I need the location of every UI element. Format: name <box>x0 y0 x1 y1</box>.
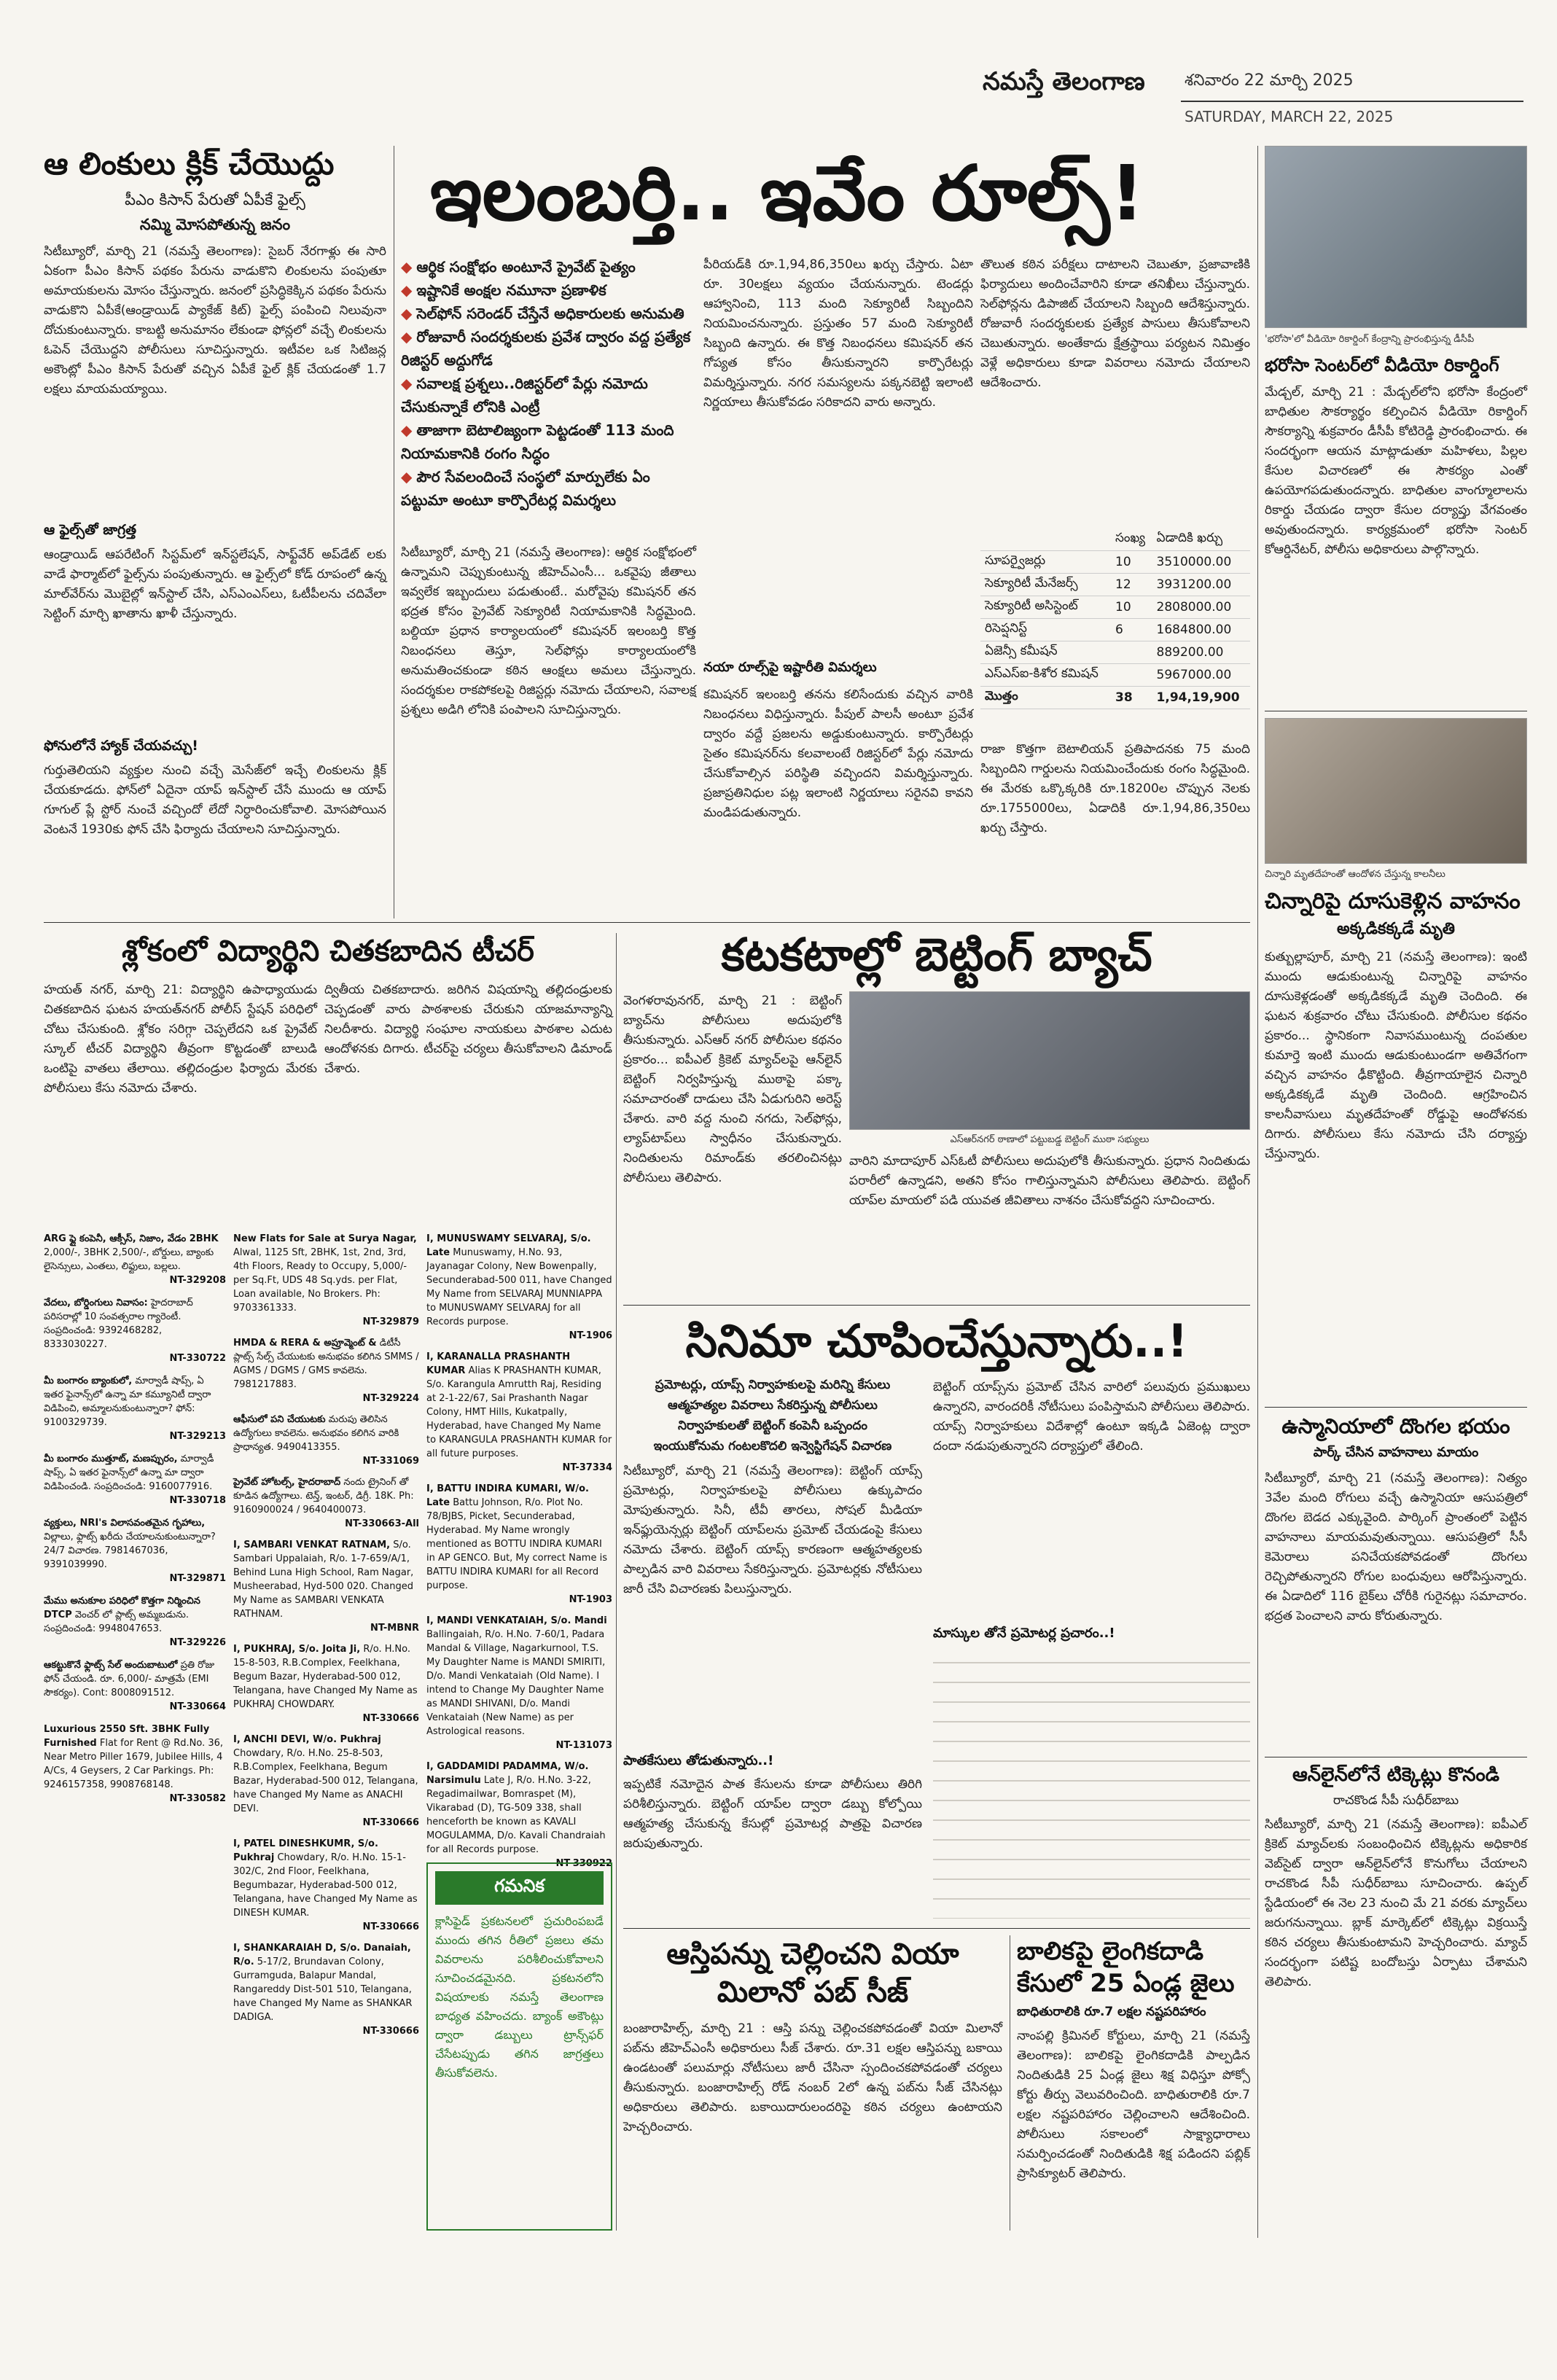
lead-headline: ఇలంబర్తి.. ఇవేం రూల్స్! <box>429 149 1144 238</box>
cost-table-note: రాజా కొత్తగా బెటాలియన్ ప్రతిపాదనకు 75 మంది సిబ్బందిని గార్డులను నియమించేందుకు రంగం సిద్ధమైంది. ఈ మేరకు ఒక్కొక్కరికి రూ.18200ల చొప్పున నెలకు రూ.1755000లు, ఏడాదికి రూ.1,94,86,350లు ఖర్చు చేస్తారు. <box>980 742 1250 835</box>
classified-ad: I, PATEL DINESHKUMR, S/o. Pukhraj Chowdary, R/o. H.No. 15-1-302/C, 2nd Floor, Feelkhana, Begumbazar, Hyderabad-500 012, Telangana, have Changed My Name as DINESH KUMAR. NT-330666 <box>233 1838 419 1932</box>
theft-subhead: పార్క్ చేసిన వాహనాలు మాయం <box>1313 1445 1479 1460</box>
bharosa-photo-caption: 'భరోసా'లో వీడియో రికార్డింగ్ కేంద్రాన్ని ప్రారంభిస్తున్న డీసీపీ <box>1265 334 1475 345</box>
classified-ad: వ్యక్తులు, NRI's విలాసవంతమైన గృహాలు, విల్లాలు, ఫ్లాట్స్ ఖరీదు చేయాలనుకుంటున్నారా? 24/7 విచారణ. 7981467036, 9391039990. NT-329871 <box>44 1518 226 1584</box>
left-story-sub3: ఫోనులోనే హ్యాక్ చేయవచ్చు! <box>44 738 198 754</box>
theft-headline: ఉస్మానియాలో దొంగల భయం <box>1281 1414 1510 1438</box>
divider-theft <box>1265 1407 1527 1408</box>
betting-body: వెంగళరావునగర్, మార్చి 21 : బెట్టింగ్ బ్యాచ్‌ను పోలీసులు అదుపులోకి తీసుకున్నారు. ఎస్‌ఆర్ నగర్ పోలీసుల కథనం ప్రకారం... ఐపీఎల్ క్రికెట్ మ్యాచ్‌లపై ఆన్‌లైన్ బెట్టింగ్ నిర్వహిస్తున్న ముఠాపై పక్కా సమాచారంతో దాడులు చేసి ఏడుగురిని అరెస్ట్ చేశారు. వారి వద్ద నుంచి నగదు, సెల్‌ఫోన్లు, ల్యాప్‌టాప్‌లు స్వాధీనం చేసుకున్నారు. నిందితులను రిమాండ్‌కు తరలించినట్లు పోలీసులు తెలిపారు. <box>623 994 842 1185</box>
notice-body: క్లాసిఫైడ్ ప్రకటనలలో ప్రచురింపబడే ముందు తగిన రీతిలో ప్రజలు తమ వివరాలను పరిశీలించుకోవాలని సూచించడమైనది. ప్రకటనలోని విషయాలకు నమస్తే తెలంగాణ బాధ్యత వహించదు. బ్యాంక్ అకౌంట్లు ద్వారా డబ్బులు ట్రాన్స్‌ఫర్ చేసేటప్పుడు తగిన జాగ్రత్తలు తీసుకోవలెను. <box>435 1914 604 2080</box>
left-story-sub2: ఆ ఫైల్స్‌తో జాగ్రత్త <box>44 522 136 538</box>
lead-col4: తొలుత కఠిన పరీక్షలు దాటాలని చెబుతూ, ప్రజావాణికి ఫిర్యాదులు అందించేవారిని కూడా తనిఖీలు చేస్తున్నారు. సెల్‌ఫోన్లను డిపాజిట్ చేయాలని సిబ్బంది ఆదేశిస్తున్నారు. రోజువారీ సందర్శకులకు ప్రత్యేక పాసులు తీసుకోవాలని చెబుతున్నారు. అంతేకాదు క్షేత్రస్థాయి పర్యటన నిమిత్తం వెళ్లే అధికారులు కూడా వివరాలు నమోదు చేయాలని ఆదేశించారు. <box>980 257 1250 390</box>
classified-ad: HMDA & RERA & అప్రూవ్మెంట్ & డిటీసీ ప్లాట్స్ సేల్స్ చేయుటకు అనుభవం కలిగిన SMMS / AGMS / DGMS / GMS కావలెను. 7981217883. NT-329224 <box>233 1338 419 1404</box>
lead-body-lower: కమిషనర్ ఇలంబర్తి తనను కలిసేందుకు వచ్చిన వారికి నిబంధనలు విధిస్తున్నారు. పీపుల్ పాలసీ అంటూ ప్రవేశ ద్వారం వద్దే ప్రజలను అడ్డుకుంటున్నారు. కార్పొరేటర్లు సైతం కమిషనర్‌ను కలవాలంటే రిజిస్టర్‌లో పేర్లు నమోదు చేసుకోవాల్సిన పరిస్థితి వచ్చిందని విమర్శిస్తున్నారు. ప్రజాప్రతినిధుల పట్ల ఇలాంటి నిర్ణయాలు సరైనవి కావని మండిపడుతున్నారు. <box>703 687 973 820</box>
classified-ad: ప్రైవేట్ హోటల్స్, హైదరాబాద్ నందు ట్రైనింగ్ తో కూడిన ఉద్యోగాలు. టెన్త్, ఇంటర్, డిగ్రీ. 18K. Ph: 9160900024 / 9640400073. NT-330663-All <box>233 1477 419 1529</box>
cinema-sub-mid: మాస్కుల తోనే ప్రమోటర్ల ప్రచారం..! <box>933 1626 1115 1641</box>
lead-bullet: ◆ ఆర్థిక సంక్షోభం అంటూనే ప్రైవేట్ పైత్యం <box>401 258 636 276</box>
classified-ad: I, SHANKARAIAH D, S/o. Danaiah, R/o. 5-17/2, Brundavan Colony, Gurramguda, Balapur Mandal, Rangareddy Dist-501 510, Telangana, have Changed My Name as SHANKAR DADIGA. NT-330666 <box>233 1943 419 2037</box>
teacher-body-left: హయత్ నగర్, మార్చి 21: విద్యార్థిని ఉపాధ్యాయుడు చితకబాదిన ఘటన హయత్‌నగర్ పోలీస్ స్టేషన్ పరిధిలో చోటు చేసుకుంది. శ్లోకం సరిగ్గా చెప్పలేదని ఒక ప్రైవేట్ స్కూల్ టీచర్ విద్యార్థిని తీవ్రంగా కొట్టడంతో బాలుడి ఒంటిపై వాతలు తేలాయి. తల్లిదండ్రుల ఫిర్యాదు మేరకు పోలీసులు కేసు నమోదు చేశారు. <box>44 983 317 1096</box>
teacher-body-right: ద్వితీయ చితకబాదారు. జరిగిన విషయాన్ని తల్లిదండ్రులకు చెప్పడంతో వారు పాఠశాలకు చేరుకుని యాజమాన్యాన్ని నిలదీశారు. విద్యార్థి సంఘాల నాయకులు పాఠశాల ఎదుట ఆందోళనకు దిగారు. టీచర్‌పై చర్యలు తీసుకోవాలని డిమాండ్ చేశారు. <box>324 983 612 1076</box>
rape-subhead: బాధితురాలికి రూ.7 లక్షల నష్టపరిహారం <box>1017 2005 1206 2019</box>
classified-ad: వేదలు, బోర్డింగులు నివాసం: హైదరాబాద్ పరిసరాల్లో 10 సంవత్సరాల గ్యారెంటీ. సంప్రదించండి: 9392468282, 8333030227. NT-330722 <box>44 1298 226 1364</box>
cinema-body3: ఇప్పటికే నమోదైన పాత కేసులను కూడా పోలీసులు తిరిగి పరిశీలిస్తున్నారు. బెట్టింగ్ యాప్‌ల ద్వారా డబ్బు కోల్పోయి ఆత్మహత్య చేసుకున్న కేసుల్లో ప్రమోటర్ల పాత్రపై విచారణ జరుపుతున్నారు. <box>623 1777 922 1851</box>
divider-cinema <box>623 1305 1250 1306</box>
cinema-sub-left: ప్రమోటర్లు, యాప్స్ నిర్వాహకులపై మరిన్ని కేసులు <box>655 1378 891 1392</box>
classifieds-col2 <box>233 1232 419 2231</box>
left-story-body2: ఆండ్రాయిడ్ ఆపరేటింగ్ సిస్టమ్‌లో ఇన్‌స్టలేషన్, సాఫ్ట్‌వేర్ అప్‌డేట్ లకు వాడే ఫార్మాట్‌లో ఫైల్స్‌ను పంపుతున్నారు. ఆ ఫైల్స్‌లో కోడ్ రూపంలో ఉన్న మాల్‌వేర్‌ను మొబైల్లో ఇన్‌స్టాల్ చేసి, ఎస్ఎంఎస్‌లు, ఓటీపీలను చదివేలా సెట్టింగ్ మార్చి ఖాతాను ఖాళీ చేస్తున్నారు. <box>44 547 386 621</box>
cinema-sub-bottom: పాతకేసులు తోడుతున్నారు..! <box>623 1753 774 1768</box>
classified-ad: ఆఫీసులో పని చేయుటకు మరుపు తెలిసిన ఉద్యోగులు కావలెను. అనుభవం కలిగిన వారికి ప్రాధాన్యత. 9490413355. NT-331069 <box>233 1414 419 1467</box>
betting-headline: కటకటాల్లో బెట్టింగ్ బ్యాచ్ <box>721 928 1152 981</box>
cinema-body: సిటీబ్యూరో, మార్చి 21 (నమస్తే తెలంగాణ): బెట్టింగ్ యాప్స్ ప్రమోటర్లు, నిర్వాహకులపై పోలీసులు ఉక్కుపాదం మోపుతున్నారు. సినీ, టీవీ తారలు, సోషల్ మీడియా ఇన్‌ఫ్లుయెన్సర్లు బెట్టింగ్ యాప్‌లను ప్రమోట్ చేయడంపై కేసులు నమోదు చేశారు. బెట్టింగ్ యాప్స్ కారణంగా ఆత్మహత్యలకు పాల్పడిన వారి వివరాలు సేకరిస్తున్నారు. ప్రమోటర్లకు నోటీసులు జారీ చేసి విచారణకు పిలుస్తున్నారు. <box>623 1464 922 1596</box>
left-story-body1: సిటీబ్యూరో, మార్చి 21 (నమస్తే తెలంగాణ): సైబర్ నేరగాళ్లు ఈ సారి ఏకంగా పీఎం కిసాన్ పథకం పేరును వాడుకొని లింకులను పంపుతూ అమాయకులను మోసం చేస్తున్నారు. జనంలో ప్రసిద్ధికెక్కిన పథకం పేరును వాడుకొని ఏపీకే(ఆండ్రాయిడ్ ప్యాకేజ్ కిట్) ఫైల్స్ పంపించి నిలువునా దోచుకుంటున్నారు. కాబట్టి అనుమానం లేకుండా ఫోన్లలో వచ్చే లింకులను ఓపెన్ చేయొద్దని పోలీసులు సూచిస్తున్నారు. ఇటీవల ఒక సిటిజన్ల అకౌంట్లో పీఎం కిసాన్ పేరుతో వచ్చిన ఏపీకే ఫైల్ క్లిక్ చేయడంతో 1.7 లక్షలు మాయమయ్యాయి. <box>44 244 386 397</box>
classified-ad: మీ బంగారం బ్యాంకులో, మార్వాడీ షాప్స్, ఏ ఇతర ఫైనాన్స్‌లో ఉన్నా మా కమ్యూనిటీ ద్వారా విడిపించి, అమ్మాలనుకుంటున్నారా? ఫోన్: 9100329739. NT-329213 <box>44 1376 226 1442</box>
classified-ad: ఆకట్టుకొనే ఫ్లాట్స్ సేల్ అందుబాటులో ప్రతి రోజు ఫోన్ చేయండి. రూ. 6,000/- మాత్రమే (EMI సౌకర్యం). Cont: 8008091512. NT-330664 <box>44 1660 226 1712</box>
lead-bullet: ◆ ఇష్టానికే అంక్షల నమూనా ప్రణాళిక <box>401 281 606 299</box>
left-story-headline: ఆ లింకులు క్లిక్ చేయొద్దు <box>44 146 335 182</box>
lead-bullet: ◆ తాజాగా బెటాలిజ్యంగా పెట్టడంతో 113 మంది నియామకానికి రంగం సిద్ధం <box>401 421 674 462</box>
left-story-subhead2: నమ్మి మోసపోతున్న జనం <box>139 216 291 233</box>
classified-ad: I, MANDI VENKATAIAH, S/o. Mandi Ballingaiah, R/o. H.No. 7-60/1, Padara Mandal & Village, Nagarkurnool, T.S. My Daughter Name is MANDI SMIRITI, D/o. Mandi Venkataiah (Old Name). I intend to Change My Daughter Name as MANDI SHIVANI, D/o. Mandi Venkataiah (New Name) as per Astrological reasons. NT-131073 <box>426 1615 612 1751</box>
online-headline: ఆన్‌లైన్‌లోనే టిక్కెట్లు కొనండి <box>1292 1764 1499 1786</box>
classified-ad: ARG ఫ్లై కంపెనీ, ఆక్సీస్, నిజాం, వేడం 2BHK 2,000/-, 3BHK 2,500/-, బోర్డులు, బ్యాంకు లైసెన్సులు, ఎంతలు, లిఫ్టులు, బల్లలు. NT-329208 <box>44 1233 226 1286</box>
accident-headline: చిన్నారిపై దూసుకెళ్లిన వాహనం <box>1265 889 1521 914</box>
notice-box <box>426 1862 612 2231</box>
bharosa-photo <box>1265 146 1527 328</box>
accident-kicker: చిన్నారి మృతదేహంతో ఆందోళన చేస్తున్న కాలనీలు <box>1265 869 1445 880</box>
bharosa-headline: భరోసా సెంటర్‌లో వీడియో రికార్డింగ్ <box>1265 355 1499 375</box>
pub-body: బంజారాహిల్స్, మార్చి 21 : ఆస్తి పన్ను చెల్లించకపోవడంతో వియా మిలానో పబ్‌ను జీహెచ్‌ఎంసీ అధికారులు సీజ్ చేశారు. రూ.31 లక్షల ఆస్తిపన్ను బకాయి ఉండటంతో పలుమార్లు నోటీసులు జారీ చేసినా స్పందించకపోవడంతో చర్యలు తీసుకున్నారు. బంజారాహిల్స్ రోడ్ నంబర్ 2లో ఉన్న పబ్‌ను సీజ్ చేసినట్లు అధికారులు తెలిపారు. బకాయిదారులందరిపై కఠిన చర్యలు ఉంటాయని హెచ్చరించారు. <box>623 2021 1002 2134</box>
masthead-date-telugu: శనివారం 22 మార్చి 2025 <box>1185 71 1354 90</box>
lead-bullet: ◆ సవాలక్ష ప్రశ్నలు..రిజిస్టర్‌లో పేర్లు నమోదు చేసుకున్నాకే లోనికి ఎంట్రీ <box>401 375 648 415</box>
classified-ad: I, GADDAMIDI PADAMMA, W/o. Narsimulu Late J, R/o. H.No. 3-22, Regadimailwar, Bomraspet (M), Vikarabad (D), TG-509 338, shall henceforth be known as KAVALI MOGULAMMA, D/o. Kavali Chandraiah for all Records purpose. NT-330922 <box>426 1761 612 1869</box>
cinema-sub-left2: ఆత్మహత్యల వివరాలు సేకరిస్తున్న పోలీసులు <box>668 1398 878 1413</box>
classified-ad: I, SAMBARI VENKAT RATNAM, S/o. Sambari Uppalaiah, R/o. 1-7-659/A/1, Behind Luna High School, Ram Nagar, Musheerabad, Hyd-500 020. Changed My Name as SAMBARI VENKATA RATHNAM. NT-MBNR <box>233 1540 419 1634</box>
pub-headline: ఆస్తిపన్ను చెల్లించని వియా మిలానో పబ్ సీజ్ <box>666 1938 959 2009</box>
classifieds-col3 <box>426 1232 612 1869</box>
rape-headline: బాలికపై లైంగికదాడి కేసులో 25 ఏండ్ల జైలు <box>1017 1937 1235 1998</box>
cinema-body2-cont <box>933 1649 1250 1919</box>
divider-teacher <box>44 922 1250 923</box>
cost-table: సంఖ్య ఏడాదికి ఖర్చు సూపర్వైజర్లు 10 3510000.00 సెక్యూరిటీ మేనేజర్స్ 12 3931200.00 సెక్యూరిటీ అసిస్టెంట్ 10 2808000.00 రిసెప్షనిస్ట్ 6 1684800.00 ఏజెన్సీ కమీషన్ 889200.00 ఎస్ఎస్ఐ-కిశోర కమిషన్ 5967000.00 మొత్తం 38 1,94,19,900 <box>980 528 1250 709</box>
lead-col2: సిటీబ్యూరో, మార్చి 21 (నమస్తే తెలంగాణ): ఆర్థిక సంక్షోభంలో ఉన్నామని చెప్పుకుంటున్న జీహెచ్‌ఎంసీ... ఒకవైపు జీతాలు ఇవ్వలేక ఇబ్బందులు పడుతుంటే.. మరోవైపు కమిషనర్ తన భద్రత కోసం ప్రైవేట్ సెక్యూరిటీ నియామకానికి సిద్ధమైంది. బల్దియా ప్రధాన కార్యాలయంలో కమిషనర్ ఇలంబర్తి కొత్త నిబంధనలు తెస్తూ, సెల్‌ఫోన్లు కార్యాలయంలోకి అనుమతించకుండా కఠిన ఆంక్షలు అమలు చేస్తున్నారు. సందర్శకుల రాకపోకలపై రిజిస్టర్లు నమోదు చేయాలని, సవాలక్ష ప్రశ్నలు అడిగి లోనికి పంపాలని సూచిస్తున్నారు. <box>401 545 696 717</box>
betting-photo <box>849 991 1250 1130</box>
cinema-headline: సినిమా చూపించేస్తున్నారు..! <box>685 1314 1188 1367</box>
classifieds-col1 <box>44 1232 226 2231</box>
classified-ad: Luxurious 2550 Sft. 3BHK Fully Furnished Flat for Rent @ Rd.No. 36, Near Metro Piller 1679, Jubilee Hills, 4 A/Cs, 4 Geysers, 2 Car Parkings. Ph: 9246157358, 9908768148. NT-330582 <box>44 1724 226 1804</box>
lead-bullet: ◆ పౌర సేవలందించే సంస్థలో మార్పులేకు ఏం పట్టుమా అంటూ కార్పొరేటర్ల విమర్శలు <box>401 468 650 509</box>
divider-pub <box>623 1928 1250 1929</box>
lead-bullets <box>401 255 692 512</box>
lead-sub-note: నయా రూల్స్‌పై ఇష్టారీతి విమర్శలు <box>703 660 877 675</box>
accident-subhead: అక్కడికక్కడే మృతి <box>1337 920 1455 938</box>
lead-bullet: ◆ రోజువారీ సందర్శకులకు ప్రవేశ ద్వారం వద్ద ప్రత్యేక రిజిస్టర్ అద్దుగోడ <box>401 328 691 369</box>
masthead-paper-name: నమస్తే తెలంగాణ <box>983 67 1145 96</box>
betting-body2: వారిని మాదాపూర్ ఎస్ఓటీ పోలీసులు అదుపులోకి తీసుకున్నారు. ప్రధాన నిందితుడు పరారీలో ఉన్నాడని, అతని కోసం గాలిస్తున్నామని పోలీసులు తెలిపారు. బెట్టింగ్ యాప్‌ల మాయలో పడి యువత జీవితాలు నాశనం చేసుకోవద్దని సూచించారు. <box>849 1154 1250 1208</box>
left-story-subhead1: పీఎం కిసాన్ పేరుతో ఏపీకే ఫైల్స్ <box>125 191 305 208</box>
column-divider-right <box>1257 146 1258 2238</box>
classifieds-divider <box>616 933 617 2231</box>
classified-ad: మీ బంగారం ముత్తూట్, మణప్పురం, మార్వాడీ షాప్స్, ఏ ఇతర ఫైనాన్స్‌లో ఉన్నా మా ద్వారా విడిపించండి. సంప్రదించండి: 9160077916. NT-330718 <box>44 1454 226 1506</box>
classified-ad: I, ANCHI DEVI, W/o. Pukhraj Chowdary, R/o. H.No. 25-8-503, R.B.Complex, Feelkhana, Begum Bazar, Hyderabad-500 012, Telangana, have Changed My Name as ANACHI DEVI. NT-330666 <box>233 1734 419 1828</box>
cinema-body2: బెట్టింగ్ యాప్స్‌ను ప్రమోట్ చేసిన వారిలో పలువురు ప్రముఖులు ఉన్నారని, వారందరికీ నోటీసులు పంపిస్తామని పోలీసులు తెలిపారు. యాప్స్ నిర్వాహకులు విదేశాల్లో ఉంటూ ఇక్కడి ఏజెంట్ల ద్వారా దందా నడుపుతున్నారని దర్యాప్తులో తేలింది. <box>933 1380 1250 1454</box>
left-story-body3: గుర్తుతెలియని వ్యక్తుల నుంచి వచ్చే మెసేజ్‌లో ఇచ్చే లింకులను క్లిక్ చేయకూడదు. ఫోన్‌లో ఏదైనా యాప్ ఇన్‌స్టాల్ చేసే ముందు ఆ యాప్ గూగుల్ ప్లే స్టోర్ నుంచే వచ్చిందో లేదో నిర్ధారించుకోవాలి. మోసపోయిన వెంటనే 1930కు ఫోన్ చేసి ఫిర్యాదు చేయాలని సూచిస్తున్నారు. <box>44 763 386 837</box>
masthead-rule <box>1181 101 1523 102</box>
online-body: సిటీబ్యూరో, మార్చి 21 (నమస్తే తెలంగాణ): ఐపీఎల్ క్రికెట్ మ్యాచ్‌లకు సంబంధించిన టిక్కెట్లను అధికారిక వెబ్‌సైట్ ద్వారా ఆన్‌లైన్‌లోనే కొనుగోలు చేయాలని రాచకొండ సీపీ సుధీర్‌బాబు సూచించారు. ఉప్పల్ స్టేడియంలో ఈ నెల 23 నుంచి మే 21 వరకు మ్యాచ్‌లు జరుగనున్నాయి. బ్లాక్ మార్కెట్‌లో టిక్కెట్లు విక్రయిస్తే కఠిన చర్యలు తీసుకుంటామని హెచ్చరించారు. మ్యాచ్ సందర్భంగా పటిష్ట బందోబస్తు ఏర్పాటు చేశామని తెలిపారు. <box>1265 1817 1527 1989</box>
classified-ad: I, KARANALLA PRASHANTH KUMAR Alias K PRASHANTH KUMAR, S/o. Karangula Amrutth Raj, Residing at 2-1-22/67, Sai Prashanth Nagar Colony, HMT Hills, Kukatpally, Hyderabad, have Changed My Name to KARANGULA PRASHANTH KUMAR for all future purposes. NT-37334 <box>426 1351 612 1473</box>
theft-body: సిటీబ్యూరో, మార్చి 21 (నమస్తే తెలంగాణ): నిత్యం 3వేల మంది రోగులు వచ్చే ఉస్మానియా ఆసుపత్రిలో దొంగల బెడద ఎక్కువైంది. పార్కింగ్ ప్రాంతంలో పెట్టిన వాహనాలు మాయమవుతున్నాయి. ఆసుపత్రిలో సీసీ కెమెరాలు పనిచేయకపోవడంతో దొంగలు రెచ్చిపోతున్నారని రోగుల బంధువులు ఆరోపిస్తున్నారు. ఈ ఏడాదిలో 116 బైక్‌లు చోరీకి గురైనట్లు సమాచారం. భద్రత పెంచాలని వారు కోరుతున్నారు. <box>1265 1471 1527 1623</box>
classified-ad: I, PUKHRAJ, S/o. Joita Ji, R/o. H.No. 15-8-503, R.B.Complex, Feelkhana, Begum Bazar, Hyderabad-500 012, Telangana, have Changed My Name as PUKHRAJ CHOWDARY. NT-330666 <box>233 1644 419 1724</box>
classified-ad: New Flats for Sale at Surya Nagar, Alwal, 1125 Sft, 2BHK, 1st, 2nd, 3rd, 4th Floors, Ready to Occupy, 5,000/- per Sq.Ft, UDS 48 Sq.yds. per Flat, Loan available, No Brokers. Ph: 9703361333. NT-329879 <box>233 1233 419 1327</box>
rape-body: నాంపల్లి క్రిమినల్ కోర్టులు, మార్చి 21 (నమస్తే తెలంగాణ): బాలికపై లైంగికదాడికి పాల్పడిన నిందితుడికి 25 ఏండ్ల జైలు శిక్ష విధిస్తూ పోక్సో కోర్టు తీర్పు వెలువరించింది. బాధితురాలికి రూ.7 లక్షల నష్టపరిహారం చెల్లించాలని ఆదేశించింది. పోలీసులు సకాలంలో సాక్ష్యాధారాలు సమర్పించడంతో నిందితుడికి శిక్ష పడిందని పబ్లిక్ ప్రాసిక్యూటర్ తెలిపారు. <box>1017 2029 1250 2181</box>
masthead-date-english: SATURDAY, MARCH 22, 2025 <box>1185 108 1394 125</box>
lead-bullet: ◆ సెల్‌ఫోన్ సరెండర్ చేస్తేనే అధికారులకు అనుమతి <box>401 305 684 322</box>
bharosa-body: మేడ్చల్, మార్చి 21 : మేడ్చల్‌లోని భరోసా కేంద్రంలో బాధితుల సౌకర్యార్థం కల్పించిన వీడియో రికార్డింగ్ సౌకర్యాన్ని శుక్రవారం డీసీపీ కోటిరెడ్డి ప్రారంభించారు. ఈ సందర్భంగా ఆయన మాట్లాడుతూ మహిళలు, పిల్లల కేసుల విచారణలో ఈ సౌకర్యం ఎంతో ఉపయోగపడుతుందన్నారు. బాధితుల వాంగ్మూలాలను రికార్డు చేయడం ద్వారా కేసుల దర్యాప్తు వేగవంతం అవుతుందన్నారు. కార్యక్రమంలో భరోసా సెంటర్ కోఆర్డినేటర్, పోలీసు అధికారులు పాల్గొన్నారు. <box>1265 385 1527 557</box>
accident-body: కుత్బుల్లాపూర్, మార్చి 21 (నమస్తే తెలంగాణ): ఇంటి ముందు ఆడుకుంటున్న చిన్నారిపై వాహనం దూసుకెళ్లడంతో అక్కడికక్కడే మృతి చెందింది. ఈ ఘటన శుక్రవారం చోటు చేసుకుంది. పోలీసుల కథనం ప్రకారం... స్థానికంగా నివాసముంటున్న దంపతుల కుమార్తె ఇంటి ముందు ఆడుకుంటుండగా అతివేగంగా వచ్చిన వాహనం ఢీకొట్టింది. తీవ్రగాయాలైన చిన్నారి అక్కడికక్కడే మృతి చెందింది. ఆగ్రహించిన కాలనీవాసులు మృతదేహంతో రోడ్డుపై ఆందోళనకు దిగారు. పోలీసులు కేసు నమోదు చేసి దర్యాప్తు చేస్తున్నారు. <box>1265 950 1527 1161</box>
cinema-sub-left3: నిర్వాహకులతో బెట్టింగ్ కంపెనీ ఒప్పందం <box>678 1419 867 1433</box>
online-subhead: రాచకొండ సీపీ సుధీర్‌బాబు <box>1332 1793 1459 1808</box>
betting-photo-caption: ఎస్ఆర్‌నగర్ ఠాణాలో పట్టుబడ్డ బెట్టింగ్ ముఠా సభ్యులు <box>950 1134 1150 1145</box>
classified-ad: మేము అనుకూల పరిధిలో కొత్తగా నిర్మించిన DTCP వెంచర్ లో ప్లాట్స్ అమ్మబడును. సంప్రదించండి: 9948047653. NT-329226 <box>44 1596 226 1648</box>
teacher-headline: శ్లోకంలో విద్యార్థిని చితకబాదిన టీచర్ <box>122 935 534 968</box>
cinema-sub-left4: ఇంయుకోనుమ గంటలకొదలి ఇన్వెస్టిగేషన్ విచారణ <box>653 1439 892 1454</box>
accident-photo <box>1265 718 1527 864</box>
notice-title: గమనిక <box>435 1871 604 1905</box>
classified-ad: I, BATTU INDIRA KUMARI, W/o. Late Battu Johnson, R/o. Plot No. 78/BJBS, Picket, Secunderabad, Hyderabad. My Name wrongly mentioned as BOTTU INDIRA KUMARI in AP GENCO. But, My correct Name is BATTU INDIRA KUMARI for all Record purpose. NT-1903 <box>426 1483 612 1605</box>
lead-col3: పీరియడ్‌కి రూ.1,94,86,350లు ఖర్చు చేస్తారు. ఏటా రూ. 30లక్షలు వ్యయం చేయనున్నారు. టెండర్లు ఆహ్వానించి, 113 మంది సెక్యూరిటీ సిబ్బందిని నియమించనున్నారు. ప్రస్తుతం 57 మంది సెక్యూరిటీ సిబ్బంది ఉన్నారు. ఈ కొత్త నిబంధనలు కమిషనర్ తన గోప్యత కోసం తీసుకున్నారని కార్పొరేటర్లు విమర్శిస్తున్నారు. నగర సమస్యలను పక్కనబెట్టి ఇలాంటి నిర్ణయాలు తీసుకోవడం సరికాదని వారు అన్నారు. <box>703 257 973 410</box>
classified-ad: I, MUNUSWAMY SELVARAJ, S/o. Late Munuswamy, H.No. 93, Jayanagar Colony, New Bowenpally, Secunderabad-500 011, have Changed My Name from SELVARAJ MUNNIAPPA to MUNUSWAMY SELVARAJ for all Records purpose. NT-1906 <box>426 1233 612 1341</box>
